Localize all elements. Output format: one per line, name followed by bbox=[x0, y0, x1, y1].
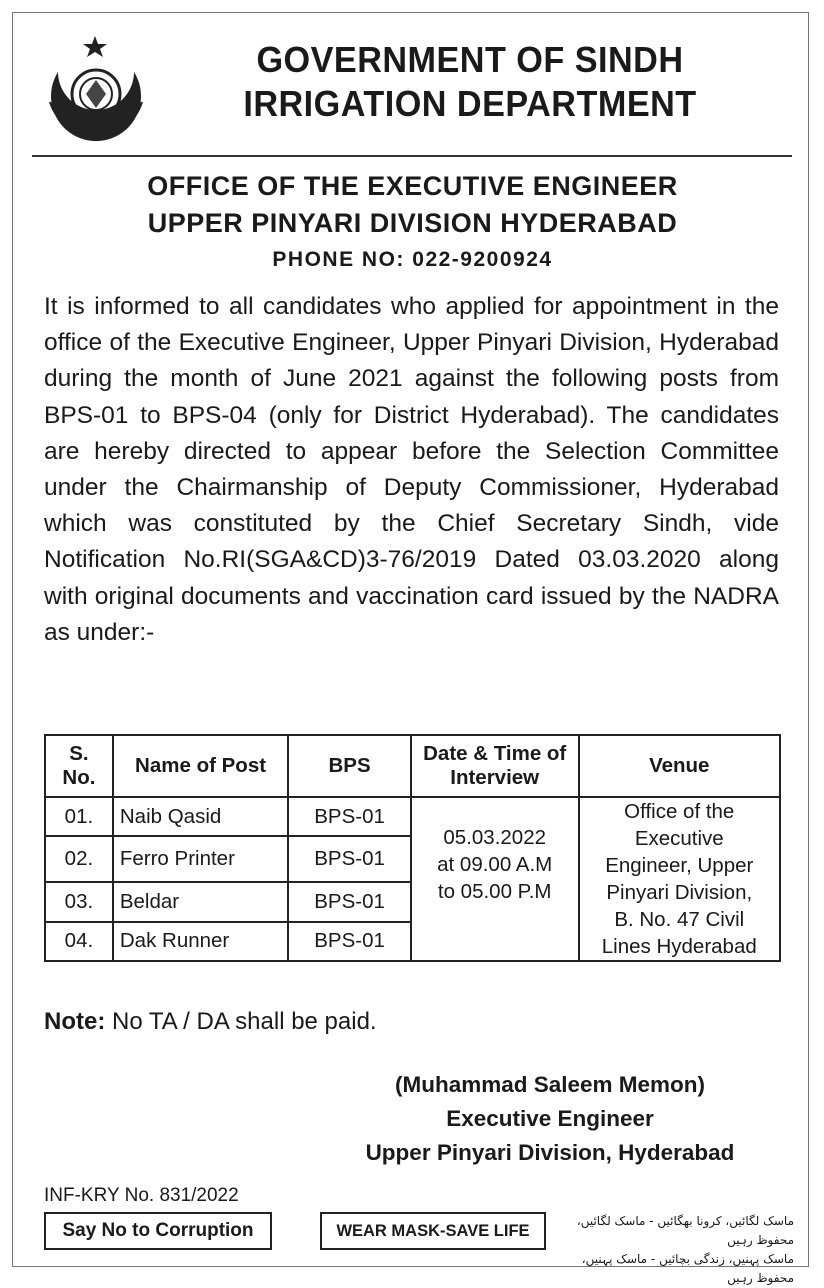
office-line-2: UPPER PINYARI DIVISION HYDERABAD bbox=[147, 208, 678, 238]
header-sno: S. No. bbox=[45, 735, 113, 797]
row-bps: BPS-01 bbox=[288, 922, 411, 961]
signatory-name: (Muhammad Saleem Memon) bbox=[394, 1072, 706, 1097]
office-heading bbox=[30, 168, 795, 242]
signatory-designation: Executive Engineer bbox=[446, 1106, 654, 1131]
venue-line: Lines Hyderabad bbox=[601, 935, 757, 958]
note-label: Note: bbox=[44, 1008, 106, 1035]
table-row bbox=[45, 797, 780, 836]
slogan-corruption: Say No to Corruption bbox=[44, 1212, 272, 1250]
row-sno: 03. bbox=[45, 882, 113, 921]
venue-line: Office of the bbox=[624, 800, 735, 823]
signature-block bbox=[300, 1068, 800, 1170]
office-line-1: OFFICE OF THE EXECUTIVE ENGINEER bbox=[147, 171, 678, 201]
urdu-slogan-line: ماسک لگائیں، کرونا بھگائیں - ماسک لگائیں، محفوظ رہیں bbox=[576, 1214, 794, 1247]
notice-body: It is informed to all candidates who applied for appointment in the office of the Executive Engineer, Upper Pinyari Division, Hyderabad during the month of June 2021 against the following posts from BPS-01 to BPS-04 (only for District Hyderabad). The candidates are hereby directed to appear before the Selection Committee under the Chairmanship of Deputy Commissioner, Hyderabad which was constituted by the Chief Secretary Sindh, vide Notification No.RI(SGA&CD)3-76/2019 Dated 03.03.2020 along with original documents and vaccination card issued by the NADRA as under:- bbox=[44, 293, 779, 646]
row-bps: BPS-01 bbox=[288, 797, 411, 836]
venue-line: Pinyari Division, bbox=[606, 881, 753, 904]
venue-line: Engineer, Upper bbox=[605, 854, 754, 877]
row-sno: 01. bbox=[45, 797, 113, 836]
row-sno: 02. bbox=[45, 836, 113, 882]
interview-datetime bbox=[411, 797, 579, 961]
interview-start: at 09.00 A.M bbox=[437, 852, 553, 876]
header-datetime: Date & Time of Interview bbox=[411, 735, 579, 797]
urdu-slogan bbox=[568, 1212, 794, 1288]
row-post: Ferro Printer bbox=[113, 836, 288, 882]
row-post: Beldar bbox=[113, 882, 288, 921]
department-name: IRRIGATION DEPARTMENT bbox=[243, 83, 697, 124]
venue-line: B. No. 47 Civil bbox=[614, 908, 745, 931]
row-bps: BPS-01 bbox=[288, 882, 411, 921]
row-sno: 04. bbox=[45, 922, 113, 961]
reference-number: INF-KRY No. 831/2022 bbox=[44, 1185, 239, 1206]
interview-end: to 05.00 P.M bbox=[437, 879, 552, 903]
signatory-division: Upper Pinyari Division, Hyderabad bbox=[365, 1140, 735, 1165]
office-phone: PHONE NO: 022-9200924 bbox=[272, 248, 553, 271]
table-header-row bbox=[45, 735, 780, 797]
header-venue: Venue bbox=[579, 735, 780, 797]
slogan-mask: WEAR MASK-SAVE LIFE bbox=[320, 1212, 546, 1250]
header-post: Name of Post bbox=[113, 735, 288, 797]
interview-schedule-table bbox=[44, 734, 781, 962]
row-post: Naib Qasid bbox=[113, 797, 288, 836]
government-heading bbox=[185, 38, 755, 126]
note-text: No TA / DA shall be paid. bbox=[112, 1008, 377, 1035]
note bbox=[44, 1008, 377, 1036]
header-divider bbox=[32, 155, 792, 157]
interview-date: 05.03.2022 bbox=[443, 825, 546, 849]
government-name: GOVERNMENT OF SINDH bbox=[256, 39, 684, 80]
header-bps: BPS bbox=[288, 735, 411, 797]
venue-line: Executive bbox=[634, 827, 724, 850]
row-bps: BPS-01 bbox=[288, 836, 411, 882]
sindh-government-emblem-icon bbox=[30, 32, 160, 150]
urdu-slogan-line: ماسک پہنیں، زندگی بچائیں - ماسک پہنیں، محفوظ رہیں bbox=[581, 1252, 794, 1285]
interview-venue bbox=[579, 797, 780, 961]
row-post: Dak Runner bbox=[113, 922, 288, 961]
